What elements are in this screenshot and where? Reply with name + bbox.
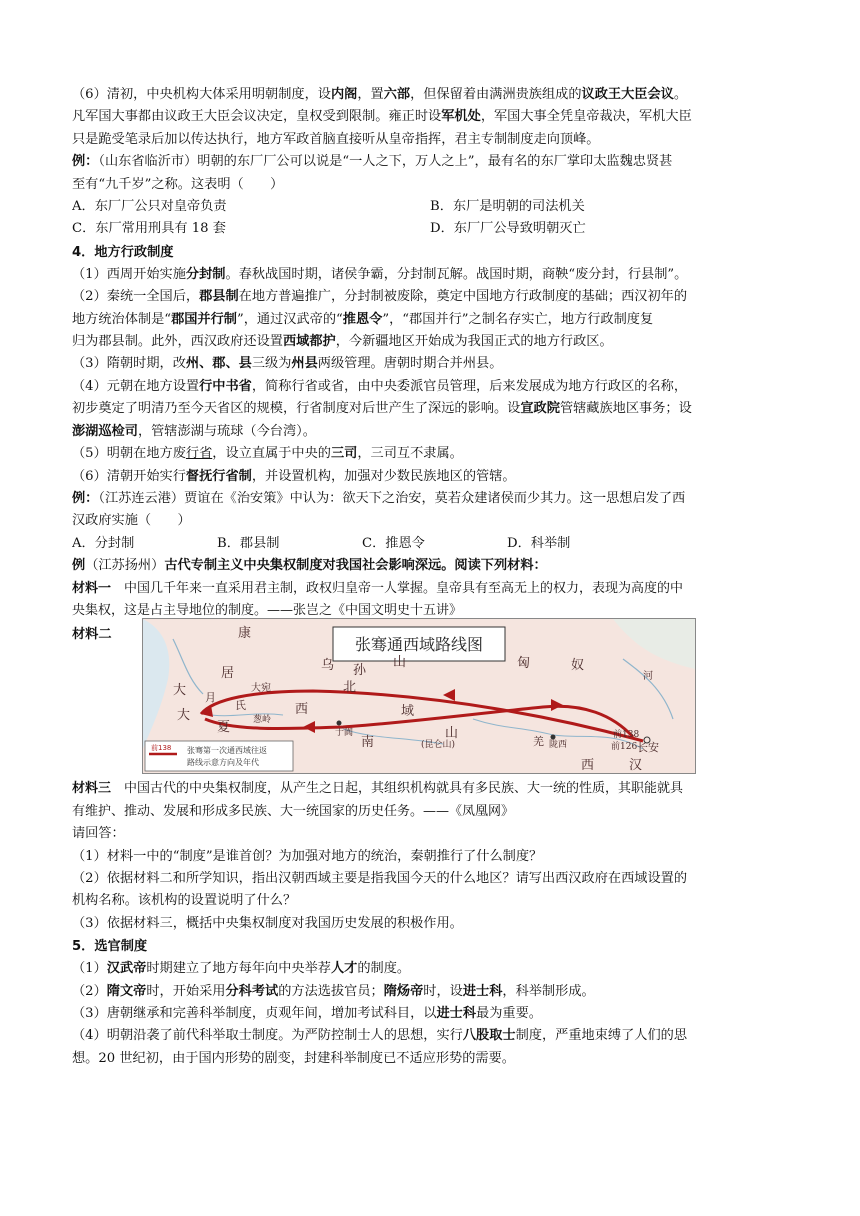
keyword: 西域都护 xyxy=(283,334,336,350)
option-a: A．东厂厂公只对皇帝负责 xyxy=(72,199,227,215)
keyword: 进士科 xyxy=(462,983,503,999)
text: ，科举制形成。 xyxy=(502,983,595,999)
text: ，设立直属于中央的 xyxy=(212,446,331,462)
keyword: 郡国并行制 xyxy=(171,311,237,327)
keyword: 六部 xyxy=(383,87,411,102)
text: 初步奠定了明清乃至今天省区的规模，行省制度对后世产生了深远的影响。设 xyxy=(72,401,521,417)
text: ，但保留着由满洲贵族组成的 xyxy=(410,87,582,102)
text: 中国古代的中央集权制度，从产生之日起，其组织机构就具有多民族、大一统的性质，其职能就具 xyxy=(111,781,684,797)
text: （2）秦统一全国后， xyxy=(72,289,200,305)
keyword: 古代专制主义中央集权制度对我国社会影响深远。阅读下列材料： xyxy=(164,558,547,574)
option-b: B．东厂是明朝的司法机关 xyxy=(430,199,585,215)
option-a: A．分封制 xyxy=(72,535,135,551)
keyword: 督抚行省制 xyxy=(185,468,252,484)
paragraph-line: 汉政府实施（ ） xyxy=(72,513,191,529)
text: 制度，严重地束缚了人们的思 xyxy=(515,1028,688,1044)
question-line: （2）依据材料二和所学知识，指出汉朝西域主要是指我国今天的什么地区？请写出西汉政府在西域设置的 xyxy=(72,870,688,886)
text: 的方法选拔官员； xyxy=(278,983,384,999)
text: 三级为 xyxy=(251,356,292,372)
keyword: 人才 xyxy=(330,961,358,977)
label-shi: 氏 xyxy=(235,699,246,713)
options-row xyxy=(72,533,788,555)
keyword: 进士科 xyxy=(436,1006,477,1021)
text: ，并设置机构，加强对少数民族地区的管辖。 xyxy=(251,468,516,484)
text: ，简称行省或省，由中央委派官员管理，后来发展成为地方行政区的名称， xyxy=(251,378,688,394)
text: 时期建立了地方每年向中央举荐 xyxy=(146,961,331,977)
option-d: D．东厂厂公导致明朝灭亡 xyxy=(430,221,586,237)
label-yu: 域 xyxy=(401,704,415,720)
option-d: D．科举制 xyxy=(507,535,571,551)
label-shan: 山 xyxy=(393,655,407,671)
paragraph-line xyxy=(72,443,788,465)
label-xi-han: 西 xyxy=(581,758,595,774)
material-line xyxy=(72,578,788,600)
keyword: 分封制 xyxy=(185,266,226,282)
paragraph-line xyxy=(72,398,788,420)
label-changan: 长安 xyxy=(637,741,659,755)
label-da: 大 xyxy=(173,683,187,699)
label-nan: 南 xyxy=(361,735,375,751)
section-heading: 5．选官制度 xyxy=(72,939,148,955)
label-sun: 孙 xyxy=(353,663,367,679)
label-ju: 居 xyxy=(221,666,235,682)
example-question xyxy=(72,488,788,510)
map-title: 张骞通西域路线图 xyxy=(354,635,484,655)
label-yutian: 于阗 xyxy=(335,728,354,739)
text: （山东省临沂市）明朝的东厂厂公可以说是“一人之下，万人之上”，最有名的东厂掌印太监魏忠贤甚 xyxy=(98,154,673,170)
map-figure xyxy=(142,618,696,774)
paragraph-line xyxy=(72,376,788,398)
paragraph-line xyxy=(72,264,788,286)
material-line: 有维护、推动、发展和形成多民族、大一统国家的历史任务。——《凤凰网》 xyxy=(72,803,515,819)
text: 最为重要。 xyxy=(476,1006,542,1021)
legend-text: 张骞第一次通西域往返 xyxy=(187,746,267,756)
keyword: 州、郡、县 xyxy=(185,356,252,372)
options-row xyxy=(72,218,788,240)
label-nu: 奴 xyxy=(571,658,585,674)
section-heading: 4．地方行政制度 xyxy=(72,244,174,260)
keyword: 内阁 xyxy=(330,87,358,102)
text: （1） xyxy=(72,961,107,977)
keyword: 三司 xyxy=(330,446,358,462)
material-line xyxy=(72,778,788,800)
material-label: 材料三 xyxy=(72,781,112,797)
label-year: 前138 xyxy=(613,730,640,741)
text: 在地方普遍推广，分封制被废除，奠定中国地方行政制度的基础；西汉初年的 xyxy=(238,289,688,305)
keyword: 议政王大臣会议 xyxy=(581,87,674,102)
paragraph-line xyxy=(72,286,788,308)
paragraph-line xyxy=(72,421,788,443)
text: 时，开始采用 xyxy=(146,983,226,999)
label-da: 大 xyxy=(177,708,191,724)
text: 。春秋战国时期，诸侯争霸，分封制瓦解。战国时期，商鞅“废分封，行县制”。 xyxy=(225,266,688,282)
label-yue: 月 xyxy=(205,691,216,705)
text: （2） xyxy=(72,983,107,999)
text: （4）明朝沿袭了前代科举取士制度。为严防控制士人的思想，实行 xyxy=(72,1028,463,1044)
paragraph-line xyxy=(72,958,788,980)
label-wu: 乌 xyxy=(321,658,335,674)
label-xia: 夏 xyxy=(217,720,231,736)
text: （江苏连云港）贾谊在《治安策》中认为：欲天下之治安，莫若众建诸侯而少其力。这一思想启发了西 xyxy=(98,490,686,506)
text: 凡军国大事都由议政王大臣会议决定，皇权受到限制。雍正时设 xyxy=(72,109,442,125)
text: （1）西周开始实施 xyxy=(72,266,186,282)
text: （4）元朝在地方设置 xyxy=(72,378,200,394)
text: 地方统治体制是“ xyxy=(72,311,172,327)
material-two xyxy=(72,624,788,778)
keyword: 州县 xyxy=(291,356,318,372)
label-river: 河 xyxy=(643,671,653,683)
legend-code: 前138 xyxy=(151,744,172,753)
city-marker xyxy=(551,735,556,740)
label-qiang: 羌 xyxy=(533,735,544,749)
text: 归为郡县制。此外，西汉政府还设置 xyxy=(72,334,283,350)
text: ，军国大事全凭皇帝裁决，军机大臣 xyxy=(480,109,692,125)
text: （6）清朝开始实行 xyxy=(72,468,186,484)
document-page xyxy=(72,84,788,1070)
option-b: B．郡县制 xyxy=(217,535,280,551)
example-question xyxy=(72,555,788,577)
options-row xyxy=(72,196,788,218)
material-line: 央集权，这是占主导地位的制度。——张岂之《中国文明史十五讲》 xyxy=(72,602,463,618)
question-line: 机构名称。该机构的设置说明了什么？ xyxy=(72,893,297,909)
keyword: 郡县制 xyxy=(199,289,239,305)
material-label: 材料一 xyxy=(72,580,112,596)
option-c: C．推恩令 xyxy=(362,535,425,551)
paragraph-line xyxy=(72,1025,788,1047)
label-xi: 西 xyxy=(295,702,309,718)
text: 的制度。 xyxy=(357,961,411,977)
text: ，置 xyxy=(357,87,384,102)
material-label: 材料二 xyxy=(72,627,112,643)
paragraph-line: 至有“九千岁”之称。这表明（ ） xyxy=(72,176,284,192)
underlined-text: 行省 xyxy=(185,446,213,462)
route-map xyxy=(143,619,695,773)
keyword: 隋炀帝 xyxy=(383,983,424,999)
label-year: 前126 xyxy=(611,742,638,753)
label-han: 汉 xyxy=(629,758,643,774)
paragraph-line: 请回答： xyxy=(72,826,125,842)
text: （3）隋朝时期，改 xyxy=(72,356,186,372)
text: （5）明朝在地方废 xyxy=(72,446,186,462)
paragraph-line xyxy=(72,981,788,1003)
keyword: 汉武帝 xyxy=(106,961,147,977)
paragraph-line xyxy=(72,331,788,353)
label-congling: 葱岭 xyxy=(253,715,272,726)
text: ”，通过汉武帝的“ xyxy=(237,311,343,327)
paragraph-line xyxy=(72,309,788,331)
paragraph-line xyxy=(72,106,788,128)
label-dayuan: 大宛 xyxy=(251,683,271,695)
paragraph-line xyxy=(72,353,788,375)
text: ”，“郡国并行”之制名存实亡，地方行政制度复 xyxy=(382,311,654,327)
keyword: 宣政院 xyxy=(520,401,560,417)
legend-text: 路线示意方向及年代 xyxy=(187,758,259,768)
example-label: 例： xyxy=(72,154,99,170)
text: 。 xyxy=(673,87,688,102)
label-xiong: 匈 xyxy=(517,656,531,672)
paragraph-line: 只是跪受笔录后加以传达执行，地方军政首脑直接听从皇帝指挥，君主专制制度走向顶峰。 xyxy=(72,131,600,147)
label-kunlun: (昆仑山) xyxy=(421,740,456,751)
text: 时，设 xyxy=(423,983,463,999)
text: 中国几千年来一直采用君主制，政权归皇帝一人掌握。皇帝具有至高无上的权力，表现为高度的中 xyxy=(111,580,684,596)
question-line: （3）依据材料三，概括中央集权制度对我国历史发展的积极作用。 xyxy=(72,915,463,931)
keyword: 推恩令 xyxy=(342,311,383,327)
label-longxi: 陇西 xyxy=(549,740,568,751)
keyword: 分科考试 xyxy=(225,983,279,999)
text: 两级管理。唐朝时期合并州县。 xyxy=(317,356,503,372)
keyword: 军机处 xyxy=(441,109,481,125)
question-line: （1）材料一中的“制度”是谁首创？为加强对地方的统治，秦朝推行了什么制度？ xyxy=(72,848,543,864)
label-kangju: 康 xyxy=(238,626,252,642)
label-shan-south: 山 xyxy=(445,726,459,742)
text: （3）唐朝继承和完善科举制度，贞观年间，增加考试科目，以 xyxy=(72,1006,437,1021)
keyword: 澎湖巡检司 xyxy=(72,423,138,439)
paragraph-line xyxy=(72,466,788,488)
example-question xyxy=(72,151,788,173)
keyword: 隋文帝 xyxy=(106,983,147,999)
text: ，管辖澎湖与琉球（今台湾）。 xyxy=(137,423,316,439)
text: ，今新疆地区开始成为我国正式的地方行政区。 xyxy=(335,334,613,350)
example-label: 例 xyxy=(72,558,86,574)
option-c: C．东厂常用刑具有 18 套 xyxy=(72,221,226,237)
text: （6）清初，中央机构大体采用明朝制度，设 xyxy=(72,87,331,102)
keyword: 行中书省 xyxy=(199,378,252,394)
city-marker xyxy=(337,721,342,726)
text: ，三司互不隶属。 xyxy=(357,446,463,462)
paragraph-line xyxy=(72,84,788,106)
paragraph-line: 想。20 世纪初，由于国内形势的剧变，封建科举制度已不适应形势的需要。 xyxy=(72,1050,515,1066)
example-label: 例： xyxy=(72,490,99,506)
text: 管辖藏族地区事务；设 xyxy=(559,401,692,417)
paragraph-line xyxy=(72,1003,788,1025)
text: （江苏扬州） xyxy=(85,558,165,574)
label-bei: 北 xyxy=(343,680,357,696)
keyword: 八股取士 xyxy=(462,1028,516,1044)
